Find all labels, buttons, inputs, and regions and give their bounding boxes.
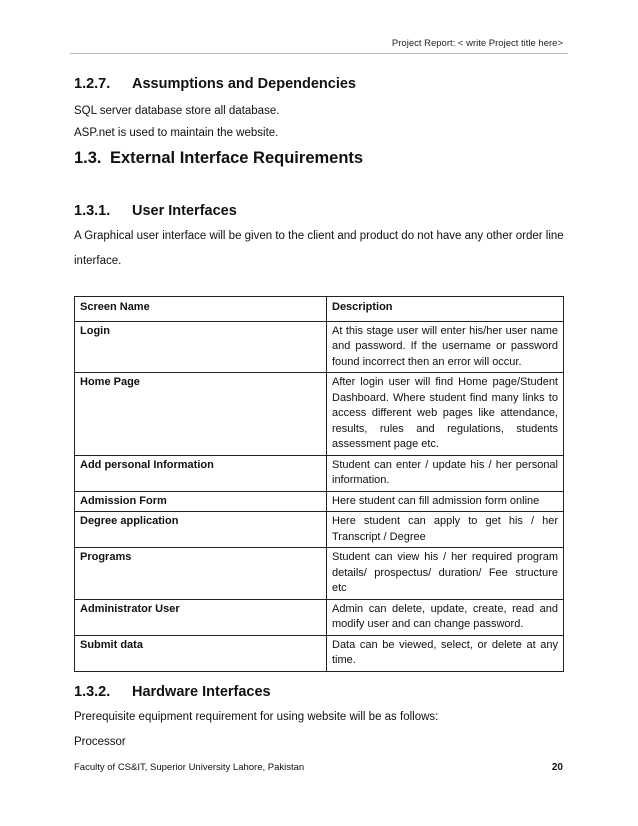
section-title: Hardware Interfaces: [132, 684, 271, 700]
screen-name-cell: Login: [75, 321, 327, 373]
section-heading-user-interfaces: [74, 203, 237, 219]
section-heading-hardware-interfaces: [74, 684, 271, 700]
section-title: External Interface Requirements: [110, 149, 364, 167]
header-rule: [70, 53, 568, 54]
table-row: [75, 321, 564, 373]
column-header-description: Description: [327, 297, 564, 322]
column-header-screen-name: Screen Name: [75, 297, 327, 322]
description-cell: Student can view his / her required program details/ prospectus/ duration/ Fee structure etc: [327, 548, 564, 600]
table-row: [75, 599, 564, 635]
description-cell: Student can enter / update his / her personal information.: [327, 455, 564, 491]
table-row: [75, 512, 564, 548]
paragraph: SQL server database store all database.: [74, 105, 280, 117]
section-number: 1.3.2.: [74, 684, 111, 700]
description-cell: Data can be viewed, select, or delete at any time.: [327, 635, 564, 671]
paragraph: ASP.net is used to maintain the website.: [74, 127, 279, 139]
screen-name-cell: Submit data: [75, 635, 327, 671]
paragraph: Prerequisite equipment requirement for using website will be as follows:: [74, 711, 439, 723]
page-header: Project Report: < write Project title here>: [391, 38, 563, 49]
page-footer: Faculty of CS&IT, Superior University Lahore, Pakistan: [74, 762, 305, 773]
paragraph: interface.: [74, 255, 122, 267]
section-heading-external-interface: [74, 149, 363, 168]
screen-name-cell: Administrator User: [75, 599, 327, 635]
user-interface-table: [74, 296, 564, 672]
page-number: 20: [551, 762, 563, 773]
screen-name-cell: Admission Form: [75, 491, 327, 512]
description-cell: At this stage user will enter his/her user name and password. If the username or password found incorrect then an error will occur.: [327, 321, 564, 373]
description-cell: Here student can fill admission form online: [327, 491, 564, 512]
section-number: 1.3.1.: [74, 203, 111, 219]
section-number: 1.2.7.: [74, 76, 111, 92]
paragraph: A Graphical user interface will be given to the client and product do not have any other order line: [74, 230, 564, 242]
section-number: 1.3.: [74, 149, 102, 167]
table-row: [75, 455, 564, 491]
table-row: [75, 548, 564, 600]
table-header-row: [75, 297, 564, 322]
section-title: User Interfaces: [132, 203, 237, 219]
screen-name-cell: Add personal Information: [75, 455, 327, 491]
paragraph: Processor: [74, 736, 126, 748]
section-title: Assumptions and Dependencies: [132, 76, 356, 92]
screen-name-cell: Degree application: [75, 512, 327, 548]
table-row: [75, 635, 564, 671]
description-cell: Admin can delete, update, create, read and modify user and can change password.: [327, 599, 564, 635]
table-row: [75, 491, 564, 512]
section-heading-assumptions: [74, 76, 356, 92]
table-row: [75, 373, 564, 456]
screen-name-cell: Home Page: [75, 373, 327, 456]
description-cell: After login user will find Home page/Student Dashboard. Where student find many links to access different web pages like attendance, results, rules and regulations, students assessment page etc.: [327, 373, 564, 456]
description-cell: Here student can apply to get his / her Transcript / Degree: [327, 512, 564, 548]
screen-name-cell: Programs: [75, 548, 327, 600]
